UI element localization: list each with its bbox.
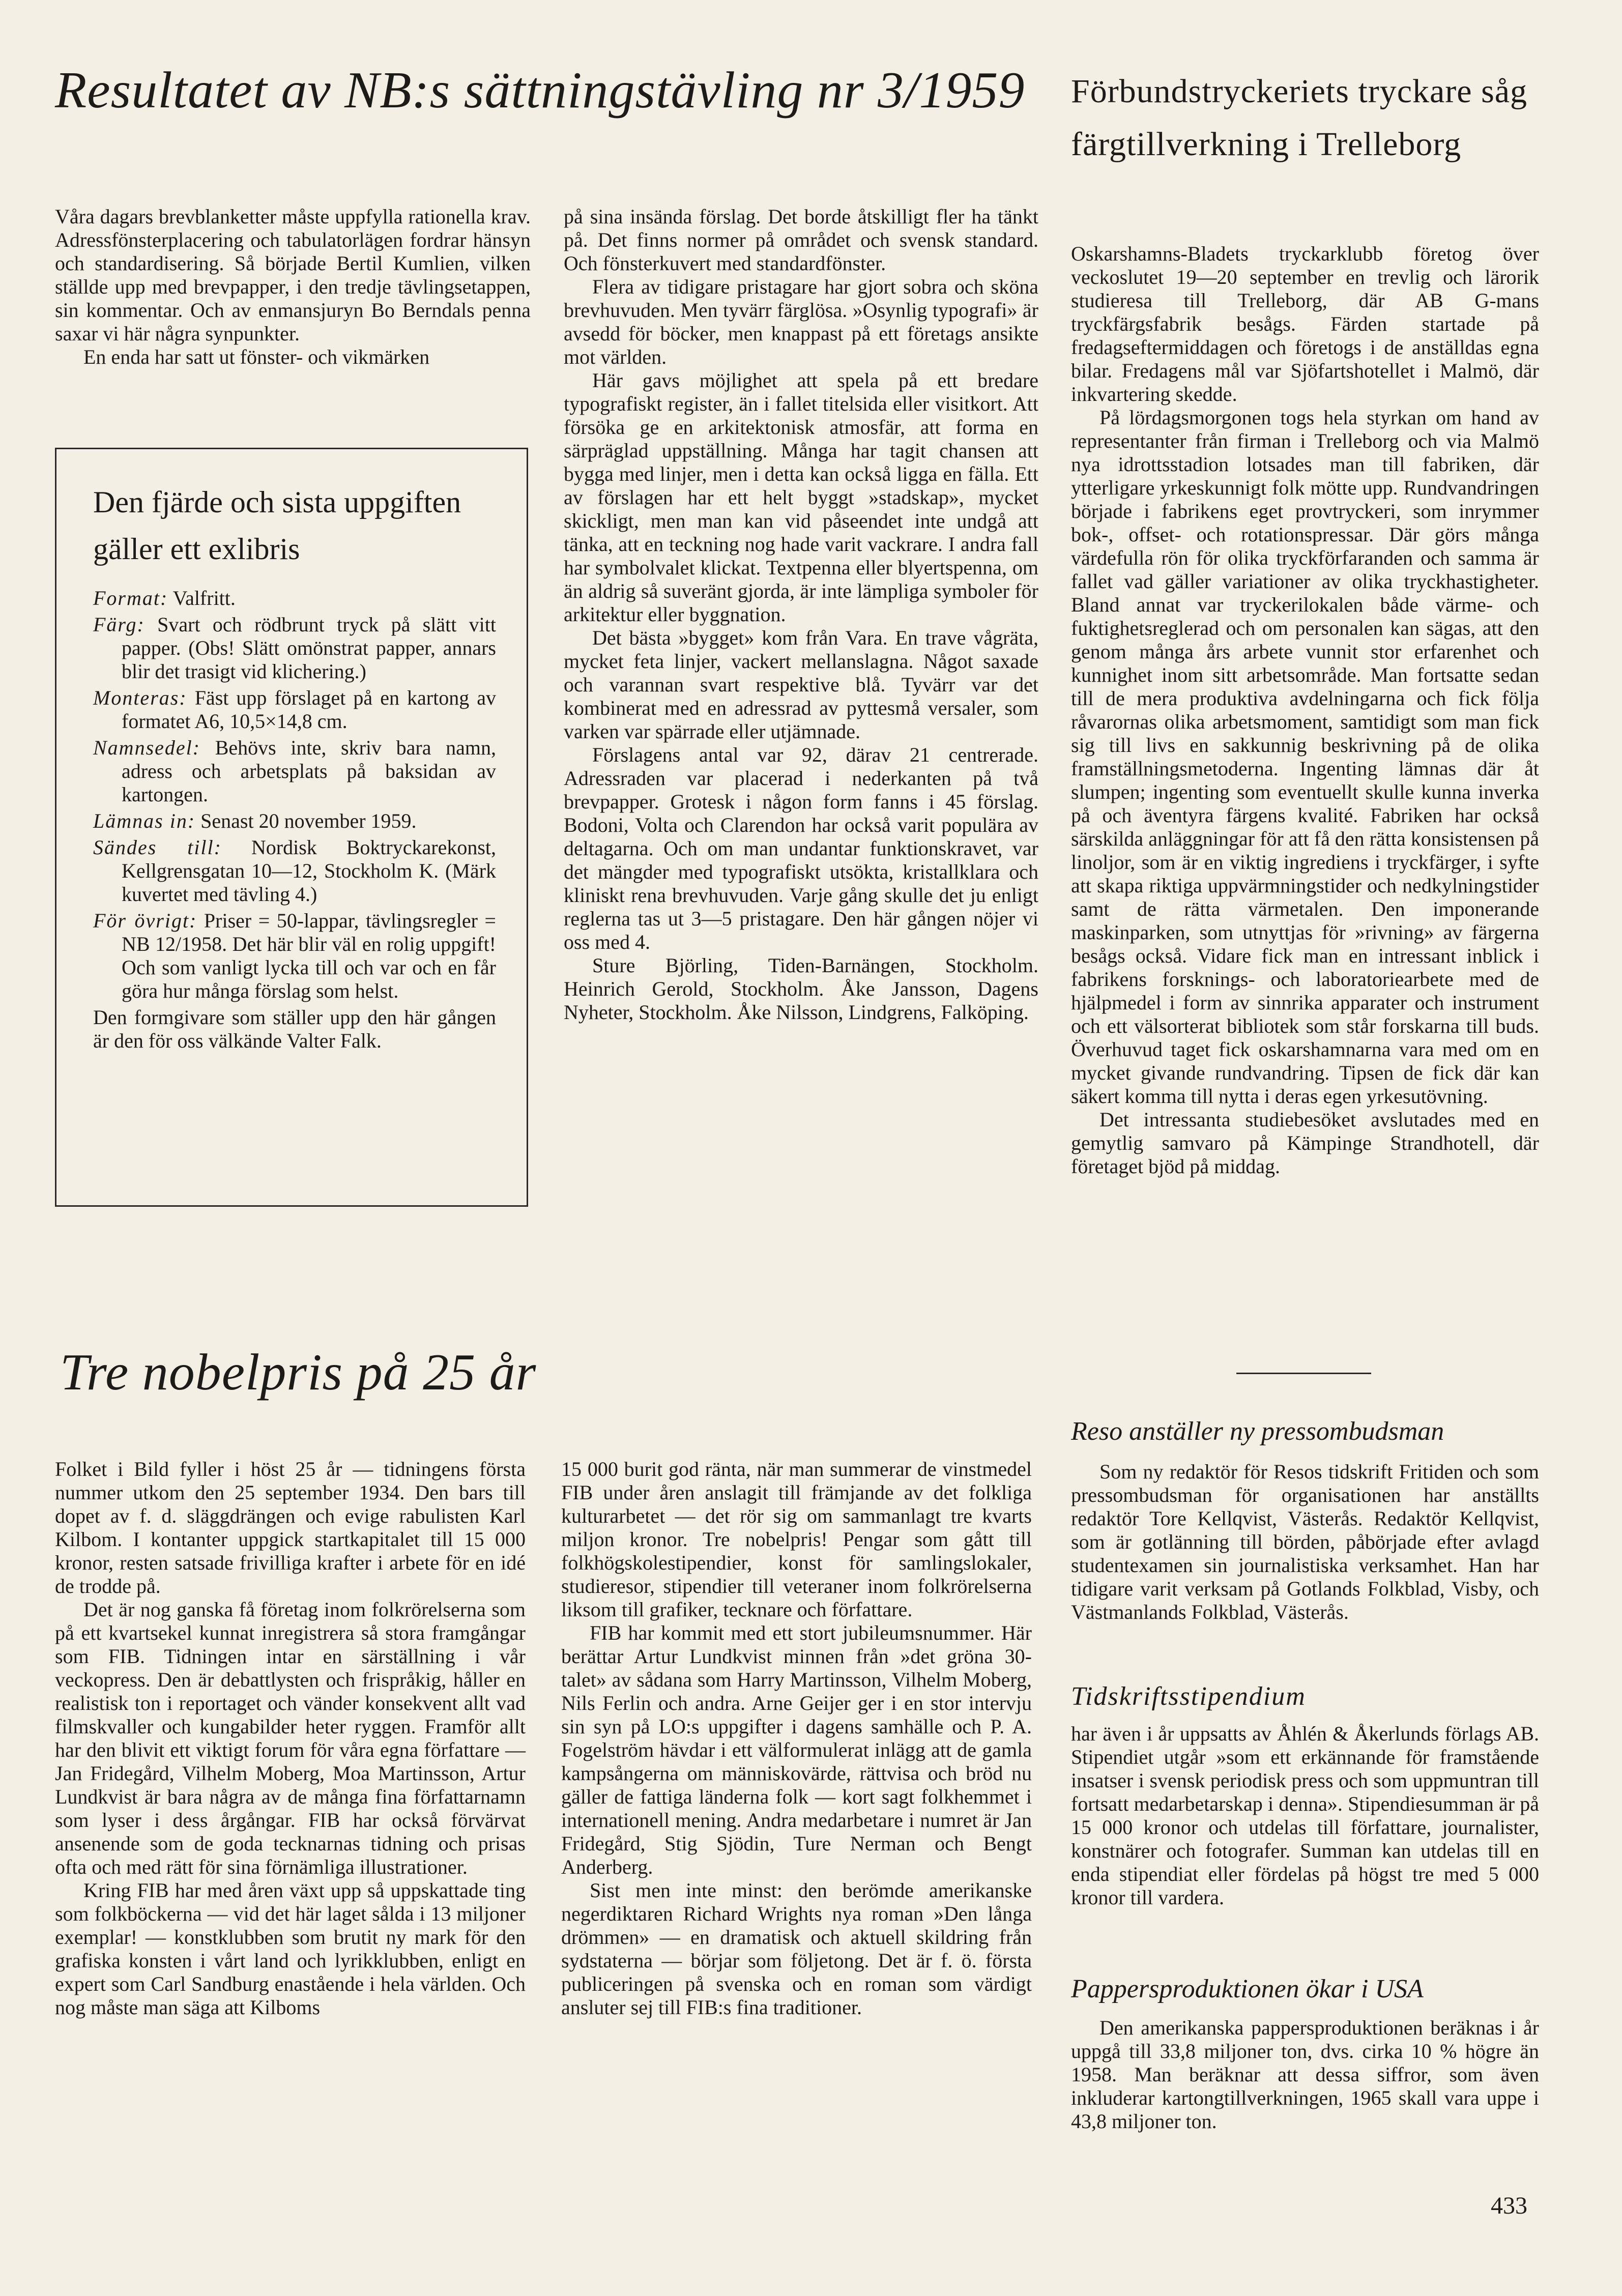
article5-paragraph: har även i år uppsatts av Åhlén & Åkerlunds förlags AB. Stipendiet utgår »som ett erkännande för framstående insatser i svensk periodisk press och som uppmuntran till fortsatt medarbetarskap i denna». Stipendiesumman är på 15 000 kronor och utdelas till författare, journalister, konstnärer och fotografer. Summan kan utdelas till en enda stipendiat eller fördelas på högst tre med 5 000 kronor till vardera. — [1071, 1722, 1539, 1909]
article1-col2-paragraph: Det bästa »bygget» kom från Vara. En trave vågräta, mycket feta linjer, vackert mellanslagna. Något saxade och varannan svart respektive blå. Tyvärr var det kombinerat med en adressrad av pyttesmå versaler, som varken var spärrade eller utjämnade. — [564, 626, 1038, 743]
box-item-label: Namnsedel: — [93, 736, 201, 759]
box-item — [93, 587, 496, 610]
box-items — [93, 587, 496, 1053]
article3-column2 — [561, 1458, 1032, 2019]
box-item — [93, 836, 496, 906]
article1-col2-paragraph: på sina insända förslag. Det borde åtskilligt fler ha tänkt på. Det finns normer på området och svensk standard. Och fönsterkuvert med standardfönster. — [564, 205, 1038, 275]
article1-column2 — [564, 205, 1038, 1024]
article2-paragraph: Det intressanta studiebesöket avslutades med en gemytlig samvaro på Kämpinge Strandhotell, där företaget bjöd på middag. — [1071, 1108, 1539, 1178]
box-item-label: Sändes till: — [93, 836, 222, 859]
article2-headline: Förbundstryckeriets tryckare såg färgtillverkning i Trelleborg — [1071, 73, 1528, 163]
article3-col2-paragraph: 15 000 burit god ränta, när man summerar de vinstmedel FIB under åren anslagit till främjande av det folkliga kulturarbetet — det rör sig om sammanlagt tre kvarts miljon kronor. Tre nobelpris! Pengar som gått till folkhögskolestipendier, konst för samlingslokaler, studieresor, stipendier till veteraner inom folkrörelserna liksom till grafiker, tecknare och författare. — [561, 1458, 1032, 1621]
article4-paragraph: Som ny redaktör för Resos tidskrift Fritiden och som pressombudsman för organisationen har anställts redaktör Tore Kellqvist, Västerås. Redaktör Kellqvist, som är gotlänning till börden, påbörjade efter avlagd studentexamen sin journalistiska verksamhet. Han har tidigare varit verksam på Gotlands Folkblad, Visby, och Västmanlands Folkblad, Västerås. — [1071, 1460, 1539, 1623]
box-item-text: Svart och rödbrunt tryck på slätt vitt papper. (Obs! Slätt omönstrat papper, annars blir det trasigt vid klichering.) — [122, 613, 496, 683]
article3-col2-paragraph: Sist men inte minst: den berömde amerikanske negerdiktaren Richard Wrights nya roman »Den långa drömmen» — en dramatisk och aktuell skildring från sydstaterna — börjar som följetong. Det är f. ö. första publiceringen på svenska och en roman som värdigt ansluter sej till FIB:s fina traditioner. — [561, 1879, 1032, 2019]
article5-headline: Tidskriftsstipendium — [1071, 1682, 1306, 1711]
box-item-label: För övrigt: — [93, 909, 197, 932]
article6-headline: Pappersproduktionen ökar i USA — [1071, 1974, 1424, 2003]
article3-col1-paragraph: Kring FIB har med åren växt upp så uppskattade ting som folkböckerna — vid det här laget sålda i 13 miljoner exemplar! — konstklubben som brutit ny mark för den grafiska konsten i vårt land och lyrikklubben, enligt en expert som Carl Sandburg enastående i hela världen. Och nog måste man säga att Kilboms — [55, 1879, 526, 2019]
article1-col1-paragraph: Våra dagars brevblanketter måste uppfylla rationella krav. Adressfönsterplacering och tabulatorlägen fordrar hänsyn och standardisering. Så började Bertil Kumlien, vilken ställde upp med brevpapper, i den tredje tävlingsetappen, sin kommentar. Och av enmansjuryn Bo Berndals penna saxar vi här några synpunkter. — [55, 205, 531, 345]
box-item-text: Behövs inte, skriv bara namn, adress och arbetsplats på baksidan av kartongen. — [122, 736, 496, 806]
article4-body — [1071, 1460, 1539, 1624]
article1-col2-paragraph: Här gavs möjlighet att spela på ett bredare typografiskt register, än i fallet titelsida eller visitkort. Att försöka ge en arkitektonisk atmosfär, att forma en särpräglad uppställning. Många har tagit chansen att bygga med linjer, men i detta kan också ligga en fälla. Ett av förslagen har ett helt byggt »stadskap», mycket skickligt, men man kan vid påseendet inte undgå att tänka, att en teckning nog hade varit vackrare. I andra fall har symbolvalet klickat. Textpenna eller blyertspenna, om än aldrig så suveränt gjorda, är inte lämpliga symboler för arkitektur eller byggnation. — [564, 369, 1038, 626]
article3-col2-paragraph: FIB har kommit med ett stort jubileumsnummer. Här berättar Artur Lundkvist minnen från »det gröna 30-talet» av sådana som Harry Martinsson, Vilhelm Moberg, Nils Ferlin och andra. Arne Geijer ger i en stor intervju sin syn på LO:s uppgifter i dagens samhälle och P. A. Fogelström hävdar i ett välformulerat inlägg att de gamla kampsångerna om människovärde, rättvisa och bröd nu gäller de fattiga länderna folk — kort sagt folkhemmet i internationell mening. Andra medarbetare i numret är Jan Fridegård, Stig Sjödin, Ture Nerman och Bengt Anderberg. — [561, 1621, 1032, 1878]
box-item — [93, 909, 496, 1003]
article5-body — [1071, 1722, 1539, 1909]
contest-info-box — [55, 448, 528, 1207]
box-item — [93, 809, 496, 833]
article1-col2-paragraph: Förslagens antal var 92, därav 21 centrerade. Adressraden var placerad i nederkanten på två brevpapper. Grotesk i någon form fanns i 45 förslag. Bodoni, Volta och Clarendon har också varit populära av deltagarna. Och om man undantar funktionskravet, var det mängder med typografiskt utsökta, kristallklara och kliniskt rena brevhuvuden. Varje gång skulle det ju enligt reglerna tas ut 3—5 pristagare. Den här gången nöjer vi oss med 4. — [564, 743, 1038, 953]
box-item — [93, 613, 496, 683]
article6-body — [1071, 2016, 1539, 2133]
box-item-text: Nordisk Boktryckarekonst, Kellgrensgatan 10—12, Stockholm K. (Märk kuvertet med tävling 4.) — [122, 836, 497, 906]
article3-col1-paragraph: Folket i Bild fyller i höst 25 år — tidningens första nummer utkom den 25 september 1934. Den bars till dopet av f. d. släggdrängen och evige rabulisten Karl Kilbom. I kontanter uppgick startkapitalet till 15 000 kronor, resten satsade frivilliga krafter i arbete för en idé de trodde på. — [55, 1458, 526, 1597]
box-item — [93, 686, 496, 733]
article6-paragraph: Den amerikanska pappersproduktionen beräknas i år uppgå till 33,8 miljoner ton, dvs. cirka 10 % högre än 1958. Man beräknar att dessa siffror, som även inkluderar kartongtillverkningen, 1965 skall vara uppe i 43,8 miljoner ton. — [1071, 2016, 1539, 2133]
article2-paragraph: Oskarshamns-Bladets tryckarklubb företog över veckoslutet 19—20 september en trevlig och lärorik studieresa till Trelleborg, där AB G-mans tryckfärgsfabrik besågs. Färden startade på fredagseftermiddagen och företogs i de anställdas egna bilar. Fredagens mål var Sjöfartshotellet i Malmö, där inkvartering skedde. — [1071, 242, 1539, 405]
article3-column1 — [55, 1458, 526, 2019]
box-item-text: Fäst upp förslaget på en kartong av formatet A6, 10,5×14,8 cm. — [122, 686, 496, 733]
article3-headline: Tre nobelpris på 25 år — [60, 1344, 537, 1401]
article4-headline: Reso anställer ny pressombudsman — [1071, 1417, 1444, 1446]
page-number: 433 — [1491, 2192, 1527, 2219]
box-item-label: Lämnas in: — [93, 809, 196, 832]
article1-column1 — [55, 205, 531, 369]
box-item-label: Färg: — [93, 613, 145, 636]
article2-paragraph: På lördagsmorgonen togs hela styrkan om hand av representanter från firman i Trelleborg och via Malmö nya idrottsstadion lotsades man till fabriken, där ytterligare yrkeskunnigt folk mötte upp. Rundvandringen började i fabrikens eget provtryckeri, som inrymmer bok-, offset- och rotationspressar. Där görs många värdefulla rön för olika tryckförfaranden och samma är fallet vad gäller variationer av olika tryckhastigheter. Bland annat var tryckerilokalen både värme- och fuktighetsreglerad och om personalen kan sägas, att den genom många års arbete vunnit stor erfarenhet och kunnighet inom sitt arbetsområde. Man fortsatte sedan till de mera produktiva avdelningarna och fick följa råvarornas olika arbetsmoment, samtidigt som man fick sig till livs en sakkunnig beskrivning på de olika framställningsmetoderna. Ingenting lämnas där åt slumpen; ingenting som eventuellt skulle kunna inverka på och äventyra färgens kvalité. Fabriken har också särskilda anläggningar för att få den rätta konsistensen på linoljor, som är en viktig ingrediens i tryckfärger, i syfte att skapa riktiga uppvärmningstider och nedkylningstider samt de rätta värmetalen. Den imponerande maskinparken, som utnyttjas för »rivning» av färgerna besågs också. Vidare fick man en intressant inblick i fabrikens forsknings- och laboratoriearbete med de hjälpmedel i form av sinnrika apparater och instrument och ett välsorterat bibliotek som står forskarna till buds. Överhuvud taget fick oskarshamnarna vara med om en mycket givande rundvandring. Tipsen de fick där kan säkert komma till nytta i deras egen yrkesutövning. — [1071, 406, 1539, 1108]
box-item-label: Format: — [93, 587, 168, 609]
section-divider — [1236, 1373, 1371, 1374]
article2-body — [1071, 242, 1539, 1178]
box-item-text: Valfritt. — [172, 587, 236, 609]
box-item-text: Priser = 50-lappar, tävlingsregler = NB 12/1958. Det här blir väl en rolig uppgift! Och som vanligt lycka till och var och en får göra hur många förslag som helst. — [122, 909, 496, 1002]
article1-col2-paragraph: Sture Björling, Tiden-Barnängen, Stockholm. Heinrich Gerold, Stockholm. Åke Jansson, Dagens Nyheter, Stockholm. Åke Nilsson, Lindgrens, Falköping. — [564, 954, 1038, 1024]
box-item-text: Senast 20 november 1959. — [200, 809, 417, 832]
article1-col2-paragraph: Flera av tidigare pristagare har gjort sobra och sköna brevhuvuden. Men tyvärr färglösa. »Osynlig typografi» är avsedd för böcker, men knappast på ett företags ansikte mot världen. — [564, 275, 1038, 368]
box-item — [93, 736, 496, 806]
box-closing: Den formgivare som ställer upp den här gången är den för oss välkände Valter Falk. — [93, 1006, 496, 1052]
article1-headline: Resultatet av NB:s sättningstävling nr 3/1959 — [55, 62, 1025, 119]
article1-col1-paragraph: En enda har satt ut fönster- och vikmärken — [83, 345, 430, 368]
box-item-label: Monteras: — [93, 686, 187, 709]
box-title: Den fjärde och sista uppgiften gäller ett exlibris — [93, 485, 461, 566]
article3-col1-paragraph: Det är nog ganska få företag inom folkrörelserna som på ett kvartsekel kunnat inregistrera så stora framgångar som FIB. Tidningen intar en särställning i vår veckopress. Den är debattlysten och frispråkig, håller en realistisk ton i reportaget och vänder konsekvent allt vad filmskvaller och kungabilder heter ryggen. Framför allt har den blivit ett viktigt forum för våra egna författare — Jan Fridegård, Vilhelm Moberg, Moa Martinsson, Artur Lundkvist är bara några av de många fina författarnamn som lyser i dess årgångar. FIB har också förvärvat ansenende som de goda tecknarnas tidning och prisas ofta och med rätt för sina förnämliga illustrationer. — [55, 1598, 526, 1878]
